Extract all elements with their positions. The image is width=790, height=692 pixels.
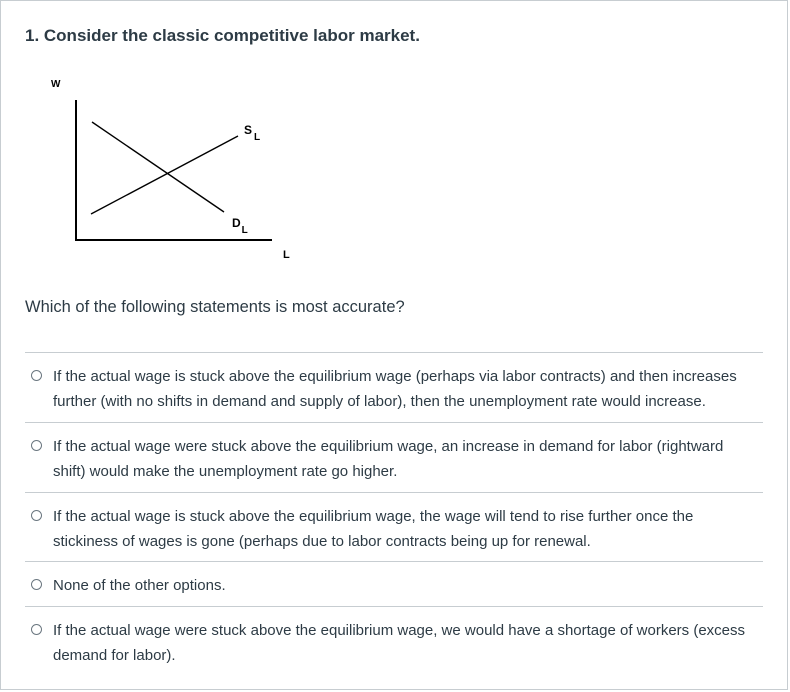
supply-label bbox=[244, 123, 260, 143]
question-prompt: Which of the following statements is most accurate? bbox=[25, 298, 405, 316]
demand-curve bbox=[92, 122, 224, 212]
answer-text: None of the other options. bbox=[53, 577, 226, 594]
radio-button[interactable] bbox=[31, 579, 42, 590]
supply-label-main: S bbox=[244, 123, 253, 137]
demand-label-main: D bbox=[232, 216, 241, 230]
answer-text: If the actual wage is stuck above the equilibrium wage (perhaps via labor contracts) and then increases further (with no shifts in demand and supply of labor), then the unemployment rate would increase. bbox=[53, 368, 737, 410]
demand-label-subscript: L bbox=[241, 225, 248, 236]
supply-curve bbox=[91, 136, 238, 214]
answer-option-1[interactable] bbox=[25, 352, 763, 422]
answer-text: If the actual wage is stuck above the equilibrium wage, the wage will tend to rise further once the stickiness of wages is gone (perhaps due to labor contracts being up for renewal. bbox=[53, 508, 694, 550]
radio-button[interactable] bbox=[31, 510, 42, 521]
labor-market-graph bbox=[40, 72, 300, 272]
answer-option-4[interactable] bbox=[25, 561, 763, 606]
answer-text: If the actual wage were stuck above the equilibrium wage, we would have a shortage of workers (excess demand for labor). bbox=[53, 622, 746, 664]
x-axis-label: L bbox=[283, 249, 290, 261]
radio-button[interactable] bbox=[31, 440, 42, 451]
y-axis-label: W bbox=[51, 79, 61, 90]
question-title: 1. Consider the classic competitive labor market. bbox=[25, 26, 420, 45]
answer-option-5[interactable] bbox=[25, 606, 763, 676]
radio-button[interactable] bbox=[31, 370, 42, 381]
radio-button[interactable] bbox=[31, 624, 42, 635]
answer-option-2[interactable] bbox=[25, 422, 763, 492]
supply-label-subscript: L bbox=[254, 132, 261, 143]
answer-list bbox=[25, 352, 763, 676]
answer-text: If the actual wage were stuck above the equilibrium wage, an increase in demand for labor (rightward shift) would make the unemployment rate go higher. bbox=[53, 438, 724, 480]
answer-option-3[interactable] bbox=[25, 492, 763, 561]
demand-label bbox=[232, 216, 248, 236]
